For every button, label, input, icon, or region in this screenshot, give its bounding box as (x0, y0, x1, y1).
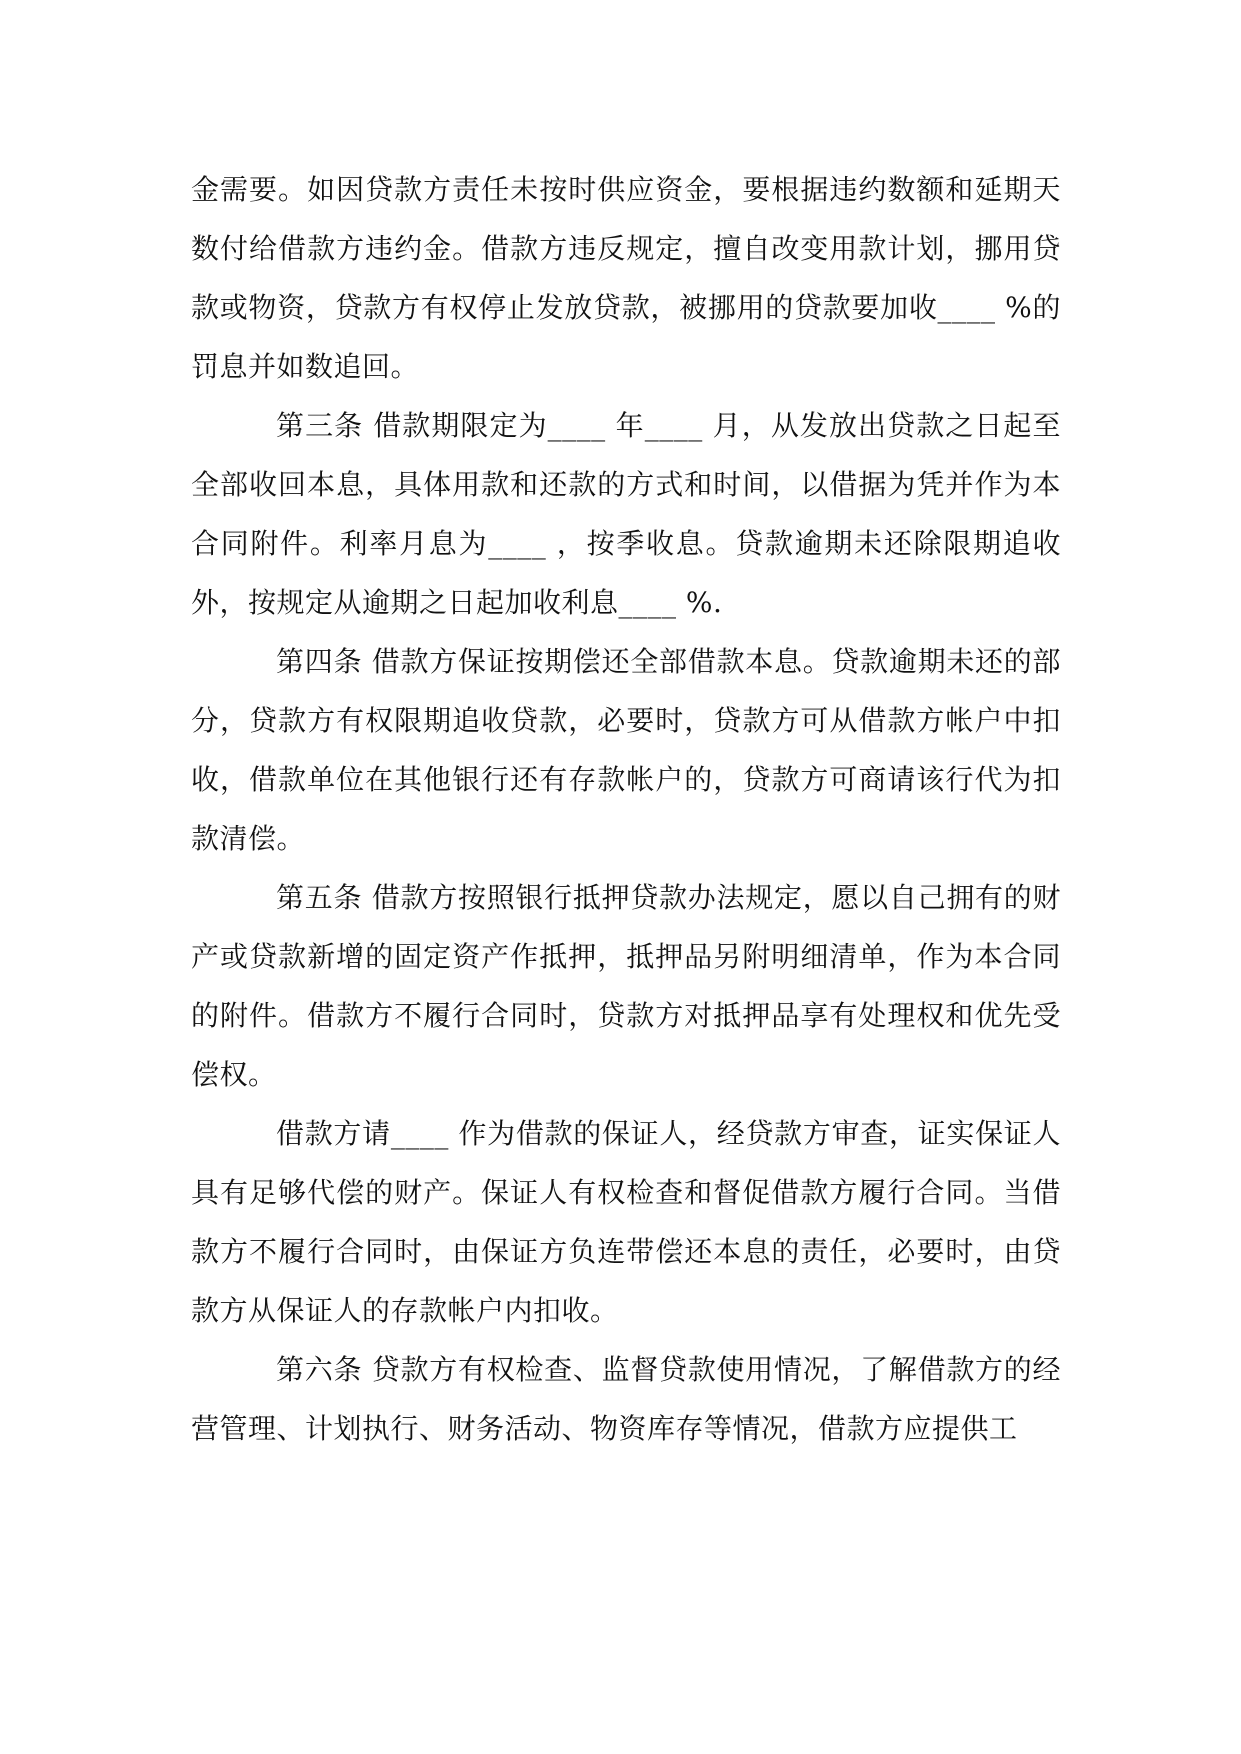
paragraph-guarantor: 借款方请____ 作为借款的保证人，经贷款方审查，证实保证人具有足够代偿的财产。保证人有权检查和督促借款方履行合同。当借款方不履行合同时，由保证方负连带偿还本息的责任，必要时，由贷款方从保证人的存款帐户内扣收。 (191, 1117, 1061, 1327)
paragraph-article-6: 第六条 贷款方有权检查、监督贷款使用情况，了解借款方的经营管理、计划执行、财务活动、物资库存等情况，借款方应提供工 (191, 1353, 1061, 1445)
paragraph-continuation: 金需要。如因贷款方责任未按时供应资金，要根据违约数额和延期天数付给借款方违约金。借款方违反规定，擅自改变用款计划，挪用贷款或物资，贷款方有权停止发放贷款，被挪用的贷款要加收____ %的罚息并如数追回。 (191, 173, 1061, 383)
paragraph-article-3: 第三条 借款期限定为____ 年____ 月，从发放出贷款之日起至全部收回本息，具体用款和还款的方式和时间，以借据为凭并作为本合同附件。利率月息为____ ，按季收息。贷款逾期未还除限期追收外，按规定从逾期之日起加收利息____ %. (191, 409, 1061, 619)
document-body (191, 160, 1061, 1458)
paragraph-article-4: 第四条 借款方保证按期偿还全部借款本息。贷款逾期未还的部分，贷款方有权限期追收贷款，必要时，贷款方可从借款方帐户中扣收，借款单位在其他银行还有存款帐户的，贷款方可商请该行代为扣款清偿。 (191, 645, 1061, 855)
paragraph-article-5: 第五条 借款方按照银行抵押贷款办法规定，愿以自己拥有的财产或贷款新增的固定资产作抵押，抵押品另附明细清单，作为本合同的附件。借款方不履行合同时，贷款方对抵押品享有处理权和优先受偿权。 (191, 881, 1061, 1091)
